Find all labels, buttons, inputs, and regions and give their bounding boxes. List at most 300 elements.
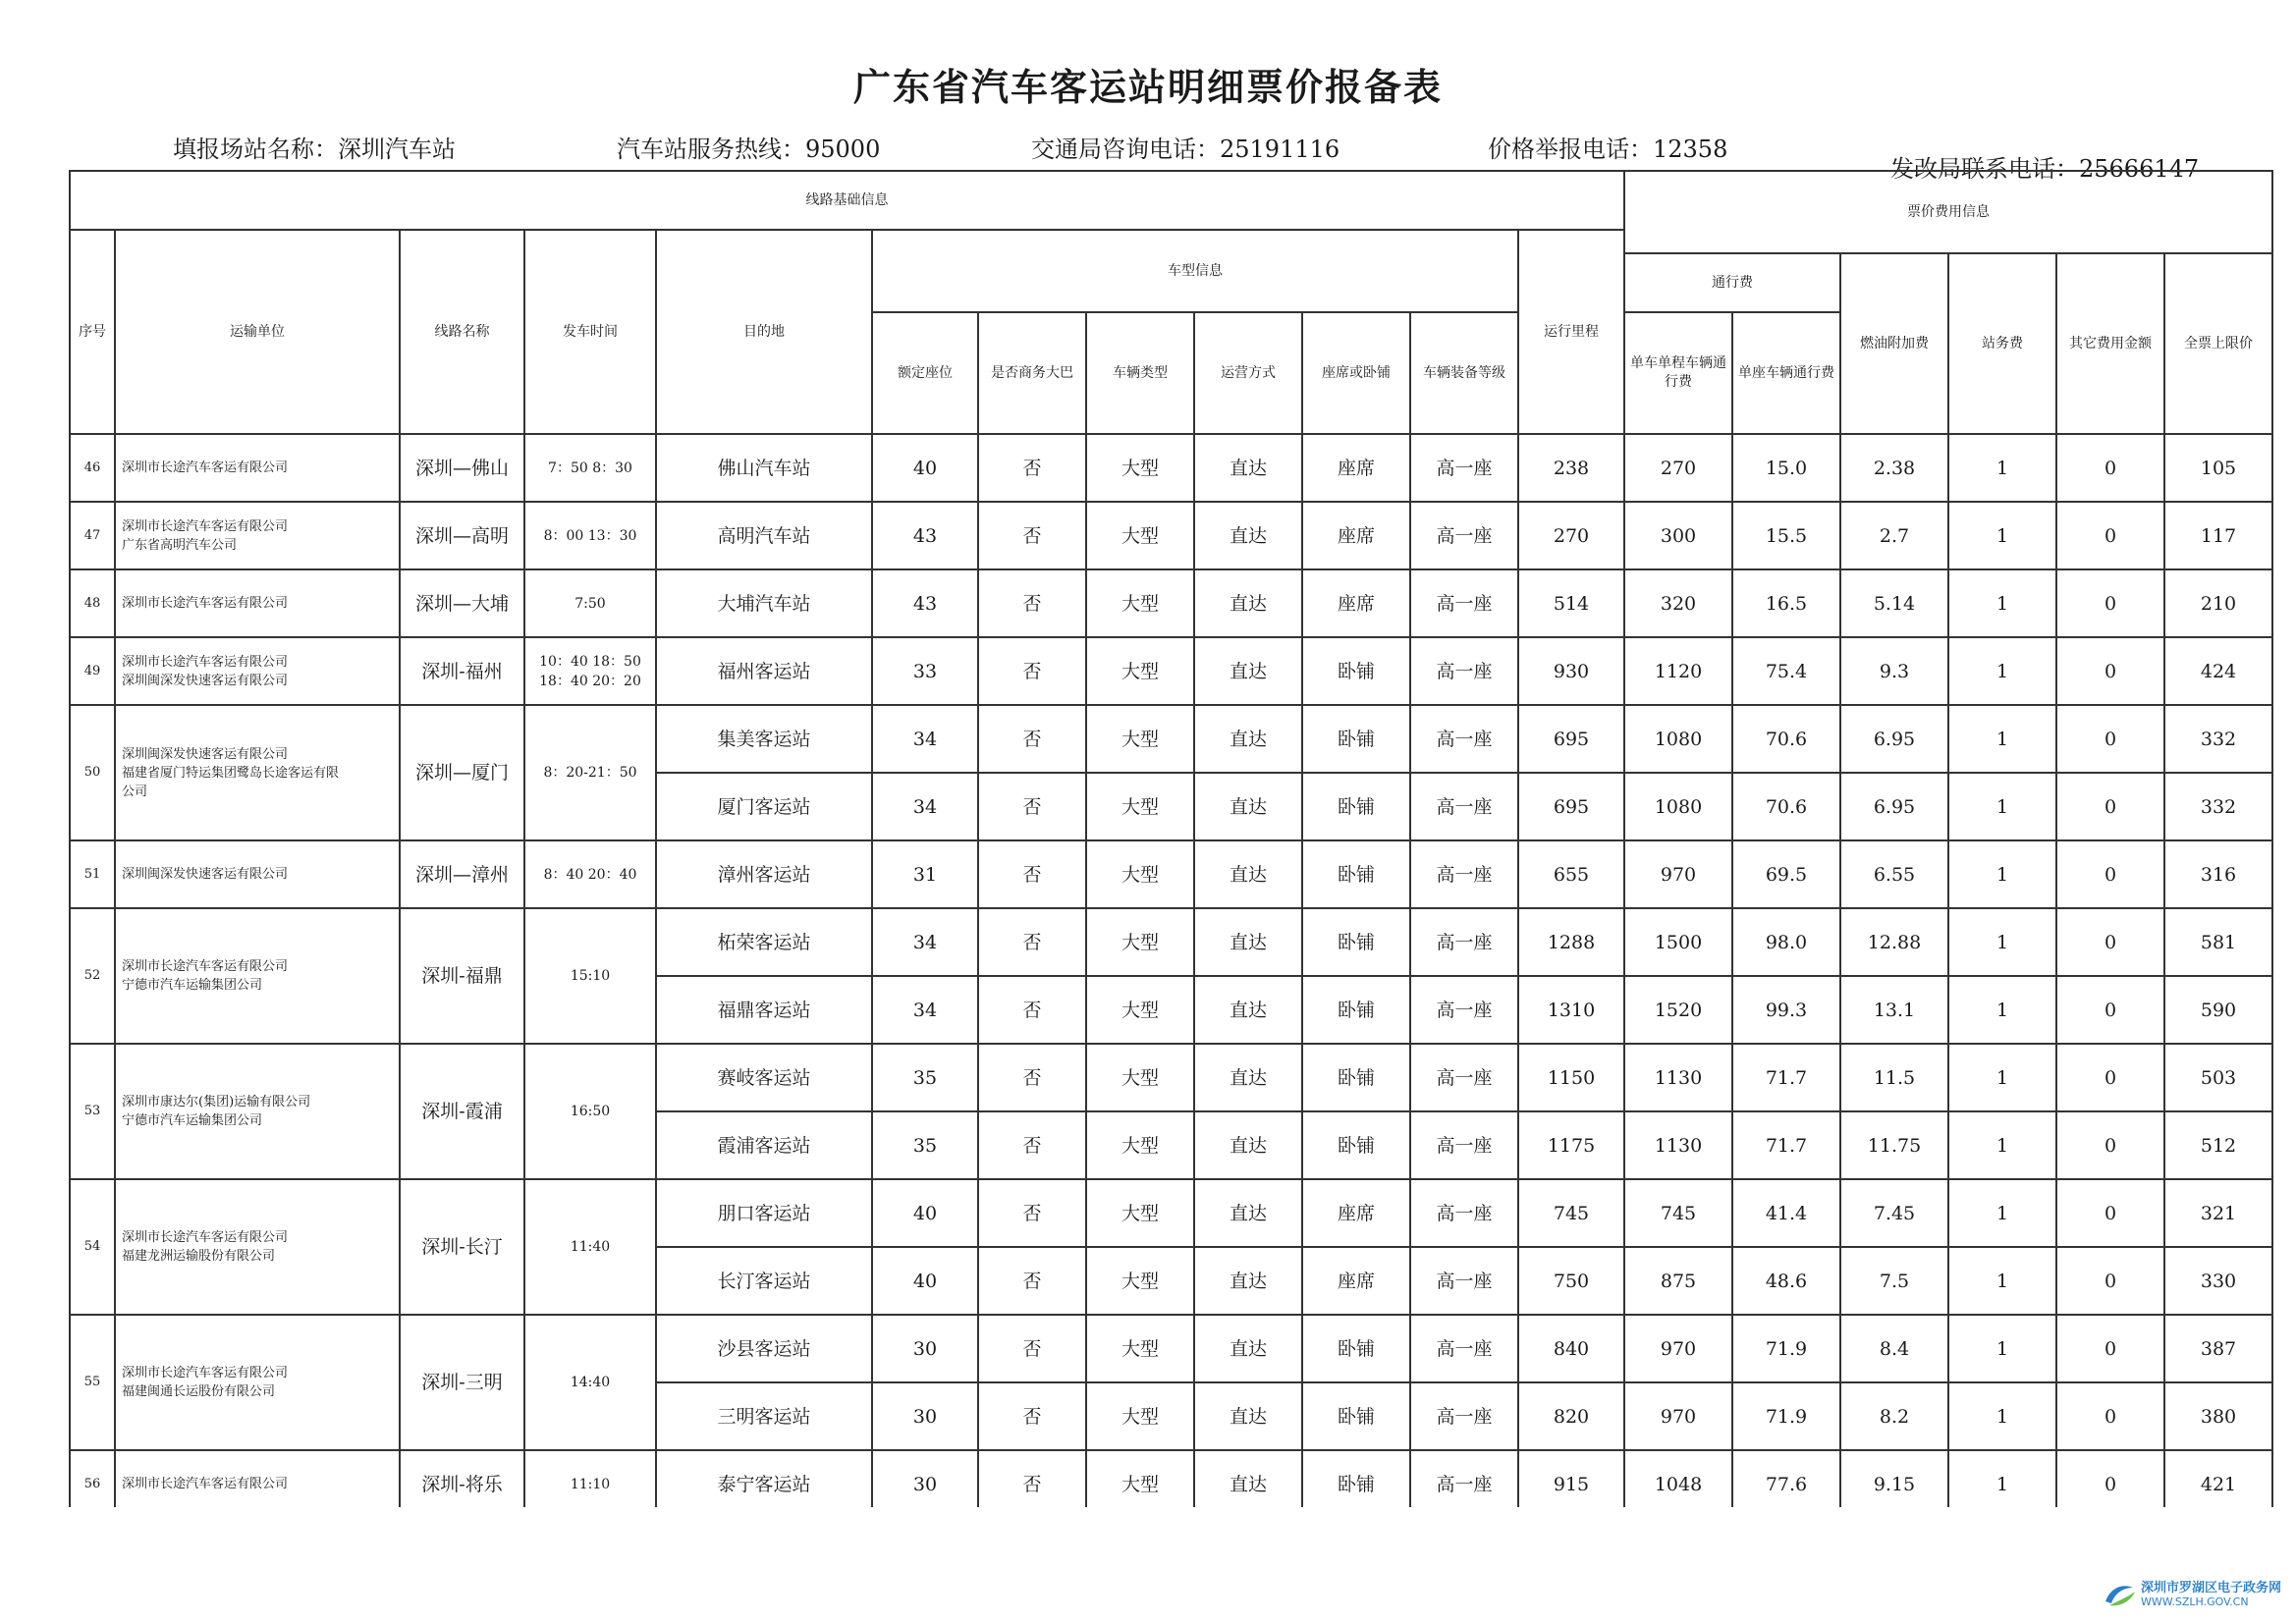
toll-vehicle-cell: 270: [1624, 434, 1732, 502]
price-report-phone-label: 价格举报电话：12358: [1488, 135, 1728, 163]
business-cell: 否: [978, 1450, 1086, 1518]
max-price-cell: 330: [2164, 1247, 2272, 1315]
destination-cell: 集美客运站: [656, 705, 872, 773]
seq-cell: 49: [70, 637, 115, 705]
seat-type-cell: 卧铺: [1302, 976, 1410, 1044]
carrier-name: 宁德市汽车运输集团公司: [122, 978, 263, 993]
departure-time: 8：20-21：50: [543, 765, 637, 781]
carrier-cell: [115, 705, 400, 840]
fuel-cell: 2.7: [1840, 502, 1948, 569]
departure-time: 7：50 8：30: [548, 460, 632, 476]
toll-seat-cell: 75.4: [1732, 637, 1840, 705]
toll-seat-cell: 16.5: [1732, 569, 1840, 637]
operation-cell: 直达: [1194, 502, 1302, 569]
seat-type-cell: 卧铺: [1302, 773, 1410, 840]
watermark-name: 深圳市罗湖区电子政务网: [2141, 1581, 2282, 1596]
destination-cell: 霞浦客运站: [656, 1111, 872, 1179]
seats-cell: 34: [872, 976, 978, 1044]
col-vehicle-type-header: 车辆类型: [1086, 312, 1194, 434]
toll-vehicle-cell: 300: [1624, 502, 1732, 569]
other-fee-cell: 0: [2056, 1179, 2164, 1247]
seq-cell: 51: [70, 840, 115, 908]
operation-cell: 直达: [1194, 1315, 1302, 1382]
station-fee-cell: 1: [1948, 1247, 2056, 1315]
business-cell: 否: [978, 908, 1086, 976]
route-cell: 深圳—大埔: [400, 569, 524, 637]
toll-vehicle-cell: 1520: [1624, 976, 1732, 1044]
toll-seat-cell: 48.6: [1732, 1247, 1840, 1315]
carrier-cell: [115, 1315, 400, 1450]
col-fuel-header: 燃油附加费: [1840, 253, 1948, 434]
seats-cell: 34: [872, 908, 978, 976]
route-cell: 深圳-将乐: [400, 1450, 524, 1518]
grade-cell: 高一座: [1410, 1179, 1518, 1247]
carrier-name: 深圳闽深发快速客运有限公司: [122, 746, 289, 762]
business-cell: 否: [978, 1044, 1086, 1111]
table-row: [70, 840, 2272, 908]
route-cell: 深圳-福州: [400, 637, 524, 705]
seat-type-cell: 卧铺: [1302, 840, 1410, 908]
carrier-name: 深圳市康达尔(集团)运输有限公司: [122, 1095, 311, 1109]
departure-time: 10：40 18：50: [539, 653, 641, 670]
toll-seat-cell: 99.3: [1732, 976, 1840, 1044]
carrier-name: 宁德市汽车运输集团公司: [122, 1113, 263, 1128]
grade-cell: 高一座: [1410, 705, 1518, 773]
business-cell: 否: [978, 637, 1086, 705]
toll-seat-cell: 69.5: [1732, 840, 1840, 908]
max-price-cell: 316: [2164, 840, 2272, 908]
fuel-cell: 7.5: [1840, 1247, 1948, 1315]
departure-cell: [524, 840, 656, 908]
destination-cell: 沙县客运站: [656, 1315, 872, 1382]
destination-cell: 三明客运站: [656, 1382, 872, 1450]
other-fee-cell: 0: [2056, 1044, 2164, 1111]
seats-cell: 35: [872, 1044, 978, 1111]
mileage-cell: 1310: [1518, 976, 1624, 1044]
seats-cell: 30: [872, 1315, 978, 1382]
toll-seat-cell: 71.9: [1732, 1382, 1840, 1450]
mileage-cell: 750: [1518, 1247, 1624, 1315]
carrier-name: 深圳市长途汽车客运有限公司: [122, 1366, 289, 1380]
fuel-cell: 2.38: [1840, 434, 1948, 502]
carrier-name: 深圳闽深发快速客运有限公司: [122, 673, 289, 688]
seq-cell: 55: [70, 1315, 115, 1450]
departure-time: 7:50: [574, 595, 606, 612]
departure-time: 15:10: [570, 968, 611, 984]
carrier-name: 深圳市长途汽车客运有限公司: [122, 518, 289, 534]
fuel-cell: 8.4: [1840, 1315, 1948, 1382]
toll-vehicle-cell: 970: [1624, 840, 1732, 908]
col-mileage-header: 运行里程: [1518, 230, 1624, 434]
other-fee-cell: 0: [2056, 1315, 2164, 1382]
table-row: [70, 1315, 2272, 1382]
carrier-cell: [115, 637, 400, 705]
station-fee-cell: 1: [1948, 773, 2056, 840]
departure-cell: [524, 569, 656, 637]
station-fee-cell: 1: [1948, 976, 2056, 1044]
toll-vehicle-cell: 1048: [1624, 1450, 1732, 1518]
col-toll-vehicle-header: 单车单程车辆通行费: [1624, 312, 1732, 434]
mileage-cell: 840: [1518, 1315, 1624, 1382]
grade-cell: 高一座: [1410, 502, 1518, 569]
vehicle-type-cell: 大型: [1086, 908, 1194, 976]
departure-time: 16:50: [570, 1104, 611, 1119]
destination-cell: 厦门客运站: [656, 773, 872, 840]
grade-cell: 高一座: [1410, 908, 1518, 976]
fare-table: [69, 170, 2273, 1519]
destination-cell: 佛山汽车站: [656, 434, 872, 502]
seq-cell: 47: [70, 502, 115, 569]
other-fee-cell: 0: [2056, 637, 2164, 705]
col-destination-header: 目的地: [656, 230, 872, 434]
table-row: [70, 1044, 2272, 1111]
grade-cell: 高一座: [1410, 1382, 1518, 1450]
toll-vehicle-cell: 970: [1624, 1315, 1732, 1382]
max-price-cell: 332: [2164, 773, 2272, 840]
seq-cell: 54: [70, 1179, 115, 1315]
max-price-cell: 512: [2164, 1111, 2272, 1179]
seats-cell: 43: [872, 569, 978, 637]
operation-cell: 直达: [1194, 1044, 1302, 1111]
max-price-cell: 503: [2164, 1044, 2272, 1111]
fuel-cell: 13.1: [1840, 976, 1948, 1044]
seat-type-cell: 卧铺: [1302, 1382, 1410, 1450]
max-price-cell: 332: [2164, 705, 2272, 773]
station-fee-cell: 1: [1948, 1382, 2056, 1450]
max-price-cell: 105: [2164, 434, 2272, 502]
carrier-cell: [115, 840, 400, 908]
business-cell: 否: [978, 773, 1086, 840]
seat-type-cell: 卧铺: [1302, 1044, 1410, 1111]
route-cell: 深圳-霞浦: [400, 1044, 524, 1179]
seat-type-cell: 座席: [1302, 1179, 1410, 1247]
toll-vehicle-cell: 320: [1624, 569, 1732, 637]
route-cell: 深圳—佛山: [400, 434, 524, 502]
departure-time: 11:10: [570, 1476, 611, 1492]
toll-vehicle-cell: 1130: [1624, 1044, 1732, 1111]
vehicle-type-cell: 大型: [1086, 434, 1194, 502]
vehicle-type-cell: 大型: [1086, 637, 1194, 705]
table-row: [70, 908, 2272, 976]
grade-cell: 高一座: [1410, 569, 1518, 637]
destination-cell: 柘荣客运站: [656, 908, 872, 976]
carrier-name: 深圳市长途汽车客运有限公司: [122, 1477, 289, 1491]
station-fee-cell: 1: [1948, 1044, 2056, 1111]
other-fee-cell: 0: [2056, 434, 2164, 502]
seats-cell: 40: [872, 1179, 978, 1247]
route-info-group-header: 线路基础信息: [70, 171, 1624, 230]
mileage-cell: 238: [1518, 434, 1624, 502]
toll-seat-cell: 15.5: [1732, 502, 1840, 569]
fuel-cell: 9.3: [1840, 637, 1948, 705]
grade-cell: 高一座: [1410, 434, 1518, 502]
route-cell: 深圳-三明: [400, 1315, 524, 1450]
toll-seat-cell: 71.7: [1732, 1044, 1840, 1111]
station-fee-cell: 1: [1948, 434, 2056, 502]
departure-time: 14:40: [570, 1375, 611, 1390]
business-cell: 否: [978, 1179, 1086, 1247]
station-fee-cell: 1: [1948, 1179, 2056, 1247]
mileage-cell: 695: [1518, 773, 1624, 840]
route-cell: 深圳—厦门: [400, 705, 524, 840]
carrier-cell: [115, 569, 400, 637]
mileage-cell: 514: [1518, 569, 1624, 637]
station-fee-cell: 1: [1948, 637, 2056, 705]
mileage-cell: 1288: [1518, 908, 1624, 976]
other-fee-cell: 0: [2056, 1247, 2164, 1315]
departure-cell: [524, 1044, 656, 1179]
business-cell: 否: [978, 840, 1086, 908]
max-price-cell: 424: [2164, 637, 2272, 705]
col-operation-header: 运营方式: [1194, 312, 1302, 434]
col-other-fee-header: 其它费用金额: [2056, 253, 2164, 434]
mileage-cell: 1175: [1518, 1111, 1624, 1179]
seat-type-cell: 卧铺: [1302, 908, 1410, 976]
col-departure-header: 发车时间: [524, 230, 656, 434]
fuel-cell: 7.45: [1840, 1179, 1948, 1247]
seq-cell: 48: [70, 569, 115, 637]
departure-cell: [524, 705, 656, 840]
seats-cell: 40: [872, 1247, 978, 1315]
station-fee-cell: 1: [1948, 908, 2056, 976]
seq-cell: 53: [70, 1044, 115, 1179]
toll-vehicle-cell: 1130: [1624, 1111, 1732, 1179]
carrier-name: 广东省高明汽车公司: [122, 537, 238, 553]
station-fee-cell: 1: [1948, 1450, 2056, 1518]
station-name-label: 填报场站名称：深圳汽车站: [173, 135, 456, 163]
seat-type-cell: 座席: [1302, 502, 1410, 569]
max-price-cell: 321: [2164, 1179, 2272, 1247]
toll-vehicle-cell: 1080: [1624, 773, 1732, 840]
other-fee-cell: 0: [2056, 705, 2164, 773]
carrier-name: 深圳市长途汽车客运有限公司: [122, 596, 289, 611]
mileage-cell: 820: [1518, 1382, 1624, 1450]
toll-vehicle-cell: 1500: [1624, 908, 1732, 976]
other-fee-cell: 0: [2056, 908, 2164, 976]
vehicle-info-group-header: 车型信息: [872, 230, 1518, 312]
station-fee-cell: 1: [1948, 569, 2056, 637]
departure-time: 8：40 20：40: [543, 866, 637, 883]
table-row: [70, 1179, 2272, 1247]
station-fee-cell: 1: [1948, 502, 2056, 569]
grade-cell: 高一座: [1410, 773, 1518, 840]
operation-cell: 直达: [1194, 637, 1302, 705]
carrier-name: 深圳市长途汽车客运有限公司: [122, 1230, 289, 1245]
other-fee-cell: 0: [2056, 976, 2164, 1044]
toll-seat-cell: 15.0: [1732, 434, 1840, 502]
destination-cell: 大埔汽车站: [656, 569, 872, 637]
seats-cell: 30: [872, 1450, 978, 1518]
operation-cell: 直达: [1194, 1450, 1302, 1518]
fuel-cell: 6.55: [1840, 840, 1948, 908]
mileage-cell: 270: [1518, 502, 1624, 569]
destination-cell: 福州客运站: [656, 637, 872, 705]
route-cell: 深圳—高明: [400, 502, 524, 569]
col-route-header: 线路名称: [400, 230, 524, 434]
col-business-header: 是否商务大巴: [978, 312, 1086, 434]
route-cell: 深圳—漳州: [400, 840, 524, 908]
operation-cell: 直达: [1194, 1179, 1302, 1247]
grade-cell: 高一座: [1410, 840, 1518, 908]
col-station-fee-header: 站务费: [1948, 253, 2056, 434]
seats-cell: 43: [872, 502, 978, 569]
departure-cell: [524, 908, 656, 1044]
max-price-cell: 117: [2164, 502, 2272, 569]
fuel-cell: 6.95: [1840, 705, 1948, 773]
szlh-logo-icon: [2102, 1580, 2137, 1609]
departure-cell: [524, 637, 656, 705]
max-price-cell: 387: [2164, 1315, 2272, 1382]
col-seq-header: 序号: [70, 230, 115, 434]
carrier-cell: [115, 502, 400, 569]
departure-time: 8：00 13：30: [543, 527, 637, 544]
carrier-name: 公司: [122, 784, 148, 799]
max-price-cell: 210: [2164, 569, 2272, 637]
col-seat-type-header: 座席或卧铺: [1302, 312, 1410, 434]
toll-vehicle-cell: 970: [1624, 1382, 1732, 1450]
operation-cell: 直达: [1194, 840, 1302, 908]
departure-time: 18：40 20：20: [539, 673, 641, 689]
fuel-cell: 12.88: [1840, 908, 1948, 976]
fuel-cell: 5.14: [1840, 569, 1948, 637]
seats-cell: 31: [872, 840, 978, 908]
departure-time: 11:40: [570, 1239, 611, 1255]
grade-cell: 高一座: [1410, 1044, 1518, 1111]
max-price-cell: 581: [2164, 908, 2272, 976]
vehicle-type-cell: 大型: [1086, 1450, 1194, 1518]
vehicle-type-cell: 大型: [1086, 1111, 1194, 1179]
toll-seat-cell: 70.6: [1732, 705, 1840, 773]
toll-seat-cell: 71.9: [1732, 1315, 1840, 1382]
vehicle-type-cell: 大型: [1086, 840, 1194, 908]
fuel-cell: 9.15: [1840, 1450, 1948, 1518]
destination-cell: 长汀客运站: [656, 1247, 872, 1315]
business-cell: 否: [978, 1315, 1086, 1382]
seq-cell: 46: [70, 434, 115, 502]
operation-cell: 直达: [1194, 908, 1302, 976]
fuel-cell: 11.5: [1840, 1044, 1948, 1111]
table-row: [70, 705, 2272, 773]
seats-cell: 40: [872, 434, 978, 502]
mileage-cell: 655: [1518, 840, 1624, 908]
seq-cell: 52: [70, 908, 115, 1044]
grade-cell: 高一座: [1410, 1111, 1518, 1179]
toll-seat-cell: 41.4: [1732, 1179, 1840, 1247]
seats-cell: 35: [872, 1111, 978, 1179]
vehicle-type-cell: 大型: [1086, 1247, 1194, 1315]
grade-cell: 高一座: [1410, 1315, 1518, 1382]
business-cell: 否: [978, 705, 1086, 773]
seat-type-cell: 座席: [1302, 434, 1410, 502]
carrier-name: 深圳市长途汽车客运有限公司: [122, 959, 289, 974]
departure-cell: [524, 1179, 656, 1315]
carrier-name: 福建闽通长运股份有限公司: [122, 1384, 276, 1399]
business-cell: 否: [978, 976, 1086, 1044]
seq-cell: 50: [70, 705, 115, 840]
other-fee-cell: 0: [2056, 1111, 2164, 1179]
route-cell: 深圳-长汀: [400, 1179, 524, 1315]
seats-cell: 33: [872, 637, 978, 705]
col-seats-header: 额定座位: [872, 312, 978, 434]
table-row: [70, 637, 2272, 705]
vehicle-type-cell: 大型: [1086, 773, 1194, 840]
departure-cell: [524, 502, 656, 569]
business-cell: 否: [978, 1247, 1086, 1315]
seats-cell: 34: [872, 773, 978, 840]
col-grade-header: 车辆装备等级: [1410, 312, 1518, 434]
fuel-cell: 6.95: [1840, 773, 1948, 840]
other-fee-cell: 0: [2056, 773, 2164, 840]
ndrc-phone-label: 发改局联系电话：25666147: [1890, 155, 2200, 183]
vehicle-type-cell: 大型: [1086, 1179, 1194, 1247]
mileage-cell: 915: [1518, 1450, 1624, 1518]
seat-type-cell: 卧铺: [1302, 1450, 1410, 1518]
operation-cell: 直达: [1194, 569, 1302, 637]
departure-cell: [524, 1315, 656, 1450]
traffic-bureau-phone-label: 交通局咨询电话：25191116: [1031, 135, 1340, 163]
seq-cell: 56: [70, 1450, 115, 1518]
toll-vehicle-cell: 1120: [1624, 637, 1732, 705]
destination-cell: 福鼎客运站: [656, 976, 872, 1044]
table-row: [70, 434, 2272, 502]
max-price-cell: 380: [2164, 1382, 2272, 1450]
departure-cell: [524, 434, 656, 502]
grade-cell: 高一座: [1410, 1450, 1518, 1518]
business-cell: 否: [978, 1382, 1086, 1450]
seat-type-cell: 卧铺: [1302, 1315, 1410, 1382]
other-fee-cell: 0: [2056, 840, 2164, 908]
grade-cell: 高一座: [1410, 976, 1518, 1044]
other-fee-cell: 0: [2056, 569, 2164, 637]
station-fee-cell: 1: [1948, 840, 2056, 908]
carrier-name: 深圳市长途汽车客运有限公司: [122, 460, 289, 475]
fuel-cell: 11.75: [1840, 1111, 1948, 1179]
toll-seat-cell: 71.7: [1732, 1111, 1840, 1179]
carrier-name: 深圳市长途汽车客运有限公司: [122, 654, 289, 670]
vehicle-type-cell: 大型: [1086, 976, 1194, 1044]
seat-type-cell: 卧铺: [1302, 705, 1410, 773]
page-bottom-margin: [0, 1507, 2296, 1623]
operation-cell: 直达: [1194, 1111, 1302, 1179]
destination-cell: 漳州客运站: [656, 840, 872, 908]
business-cell: 否: [978, 434, 1086, 502]
seat-type-cell: 卧铺: [1302, 1111, 1410, 1179]
seats-cell: 34: [872, 705, 978, 773]
carrier-cell: [115, 1044, 400, 1179]
carrier-name: 福建龙洲运输股份有限公司: [122, 1249, 276, 1264]
carrier-cell: [115, 908, 400, 1044]
toll-seat-cell: 70.6: [1732, 773, 1840, 840]
business-cell: 否: [978, 1111, 1086, 1179]
watermark-text: [2141, 1581, 2281, 1608]
table-row: [70, 502, 2272, 569]
toll-vehicle-cell: 1080: [1624, 705, 1732, 773]
toll-seat-cell: 77.6: [1732, 1450, 1840, 1518]
seat-type-cell: 座席: [1302, 1247, 1410, 1315]
other-fee-cell: 0: [2056, 1450, 2164, 1518]
destination-cell: 赛岐客运站: [656, 1044, 872, 1111]
operation-cell: 直达: [1194, 1382, 1302, 1450]
carrier-cell: [115, 434, 400, 502]
business-cell: 否: [978, 569, 1086, 637]
operation-cell: 直达: [1194, 705, 1302, 773]
vehicle-type-cell: 大型: [1086, 1382, 1194, 1450]
watermark: [2102, 1579, 2281, 1610]
vehicle-type-cell: 大型: [1086, 705, 1194, 773]
other-fee-cell: 0: [2056, 1382, 2164, 1450]
business-cell: 否: [978, 502, 1086, 569]
operation-cell: 直达: [1194, 976, 1302, 1044]
